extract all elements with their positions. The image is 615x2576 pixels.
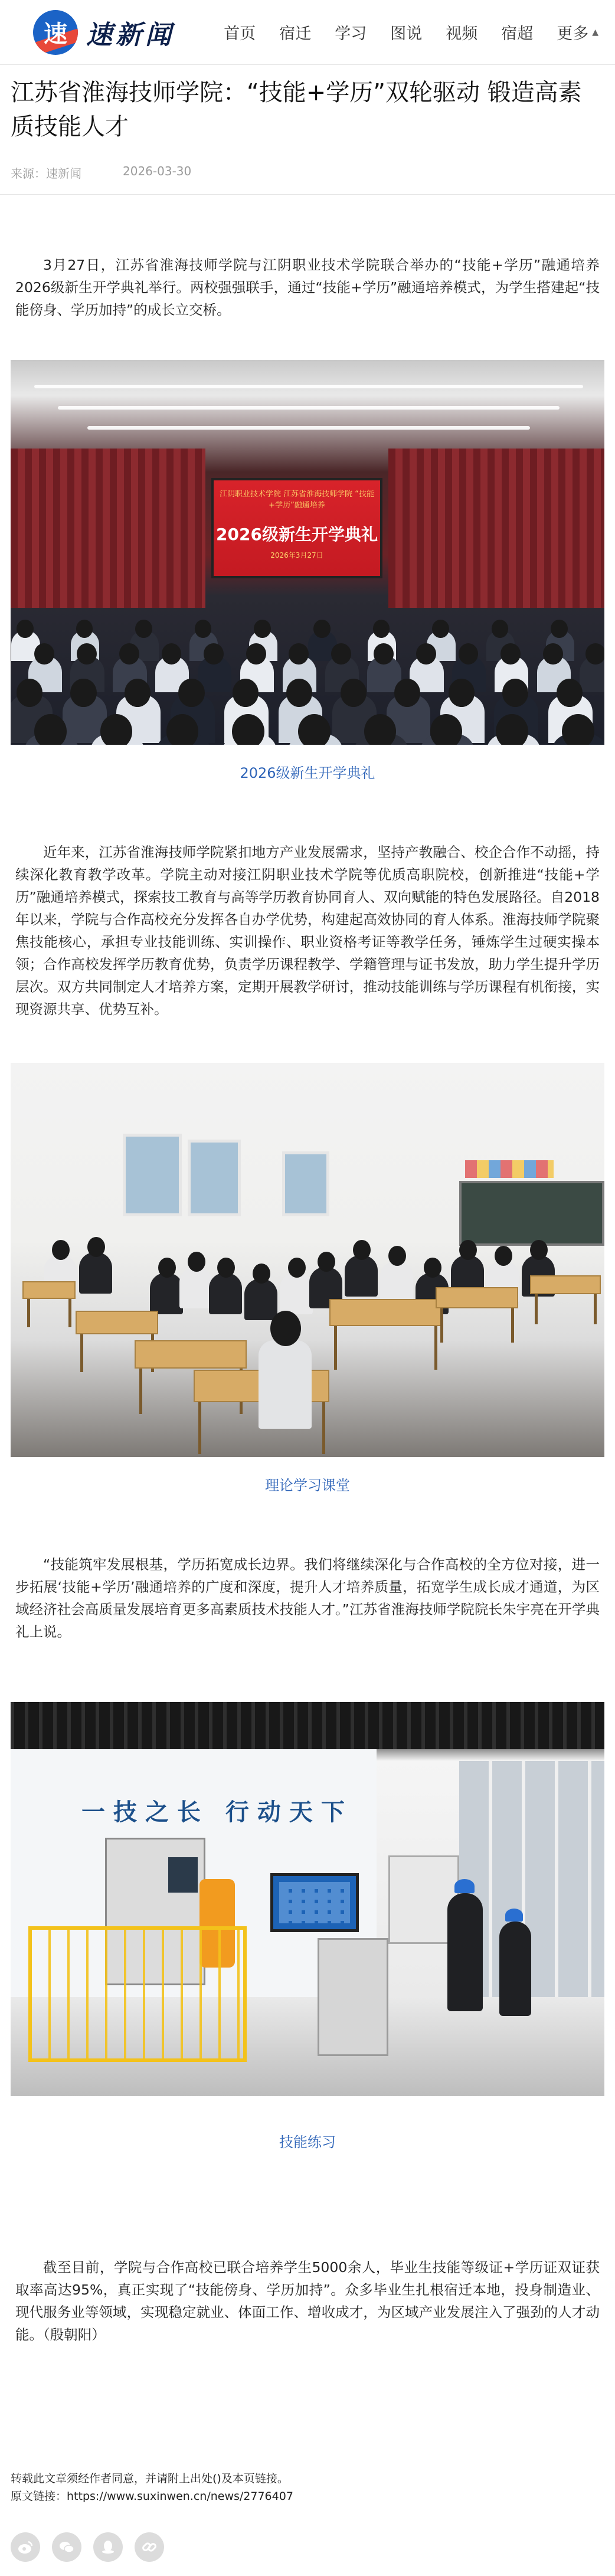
logo-mark-icon <box>33 10 78 55</box>
article-title: 江苏省淮海技师学院：“技能+学历”双轮驱动 锻造高素质技能人才 <box>11 79 582 140</box>
screen-title-text: 2026级新生开学典礼 <box>216 525 378 544</box>
skills-practice-photo[interactable] <box>11 1702 604 2096</box>
article-date: 2026-03-30 <box>123 164 192 178</box>
caption-1: 2026级新生开学典礼 <box>240 765 375 781</box>
nav-item-suchao[interactable]: 宿超 <box>501 25 534 43</box>
paragraph-3: “技能筑牢发展根基，学历拓宽成长边界。我们将继续深化与合作高校的全方位对接，进一步拓展‘技能+学历’融通培养的广度和深度，提升人才培养质量，拓宽学生成长成才通道，为区域经济社会高质量发展培育更多高素质技术技能人才。”江苏省淮海技师学院院长朱宇亮在开学典礼上说。 <box>15 1556 600 1640</box>
weibo-icon[interactable] <box>11 2532 40 2562</box>
ceremony-photo[interactable] <box>11 360 604 745</box>
logo-text: 速新闻 <box>86 19 175 50</box>
link-icon[interactable] <box>135 2532 164 2562</box>
original-link[interactable]: 原文链接：https://www.suxinwen.cn/news/2776407 <box>11 2490 293 2503</box>
nav-item-video[interactable]: 视频 <box>446 25 478 43</box>
paragraph-2: 近年来，江苏省淮海技师学院紧扣地方产业发展需求，坚持产教融合、校企合作不动摇，持续深化教育教学改革。学院主动对接江阴职业技术学院等优质高职院校，创新推进“技能+学历”融通培养模式，探索技工教育与高等学历教育协同育人、双向赋能的特色发展路径。自2018年以来，学院与合作高校充分发挥各自办学优势，构建起高效协同的育人体系。淮海技师学院聚焦技能核心，承担专业技能训练、实训操作、职业资格考证等教学任务，锤炼学生过硬实操本领；合作高校发挥学历教育优势，负责学历课程教学、学籍管理与证书发放，助力学生提升学历层次。双方共同制定人才培养方案，定期开展教学研讨，推动技能训练与学历课程有机衔接，实现资源共享、优势互补。 <box>15 844 600 1017</box>
caret-up-icon: ▲ <box>592 27 598 37</box>
site-logo[interactable] <box>33 10 175 55</box>
nav-item-more[interactable] <box>557 21 598 44</box>
screen-header-text: 江阴职业技术学院 江苏省淮海技师学院 “技能+学历”融通培养 <box>220 490 374 510</box>
nav-item-suqian[interactable]: 宿迁 <box>279 25 312 43</box>
nav-item-home[interactable]: 首页 <box>224 25 256 43</box>
article <box>0 76 615 181</box>
wall-slogan: 一技之长 行动天下 <box>81 1798 353 1826</box>
audience <box>11 596 604 745</box>
nav-item-pictures[interactable]: 图说 <box>390 25 423 43</box>
site-header <box>0 0 615 65</box>
qq-icon[interactable] <box>93 2532 123 2562</box>
reprint-notice: 转载此文章须经作者同意，并请附上出处()及本页链接。 <box>11 2472 289 2485</box>
paragraph-1: 3月27日，江苏省淮海技师学院与江阴职业技术学院联合举办的“技能+学历”融通培养2026级新生开学典礼举行。两校强强联手，通过“技能+学历”融通培养模式，为学生搭建起“技能傍身、学历加持”的成长立交桥。 <box>15 257 600 318</box>
classroom-photo[interactable] <box>11 1063 604 1457</box>
paragraph-4: 截至目前，学院与合作高校已联合培养学生5000余人，毕业生技能等级证+学历证双证获取率高达95%，真正实现了“技能傍身、学历加持”。众多毕业生扎根宿迁本地，投身制造业、现代服务业等领域，实现稳定就业、体面工作、增收成才，为区域产业发展注入了强劲的人才动能。（殷朝阳） <box>15 2259 600 2343</box>
article-meta <box>11 164 604 181</box>
blackboard <box>459 1181 604 1246</box>
screen-date-text: 2026年3月27日 <box>270 551 323 559</box>
caption-3: 技能练习 <box>279 2134 336 2151</box>
caption-2: 理论学习课堂 <box>265 1477 350 1494</box>
share-bar <box>0 2532 615 2562</box>
article-source: 来源：速新闻 <box>11 166 81 181</box>
article-footer <box>0 2470 615 2505</box>
main-nav <box>212 21 598 44</box>
nav-item-study[interactable]: 学习 <box>335 25 367 43</box>
stage-screen <box>211 478 382 578</box>
logo-glyph: 速 <box>44 20 67 48</box>
divider <box>0 194 615 195</box>
nav-more-label: 更多 <box>557 25 589 43</box>
article-body <box>0 254 615 2346</box>
wechat-icon[interactable] <box>52 2532 81 2562</box>
